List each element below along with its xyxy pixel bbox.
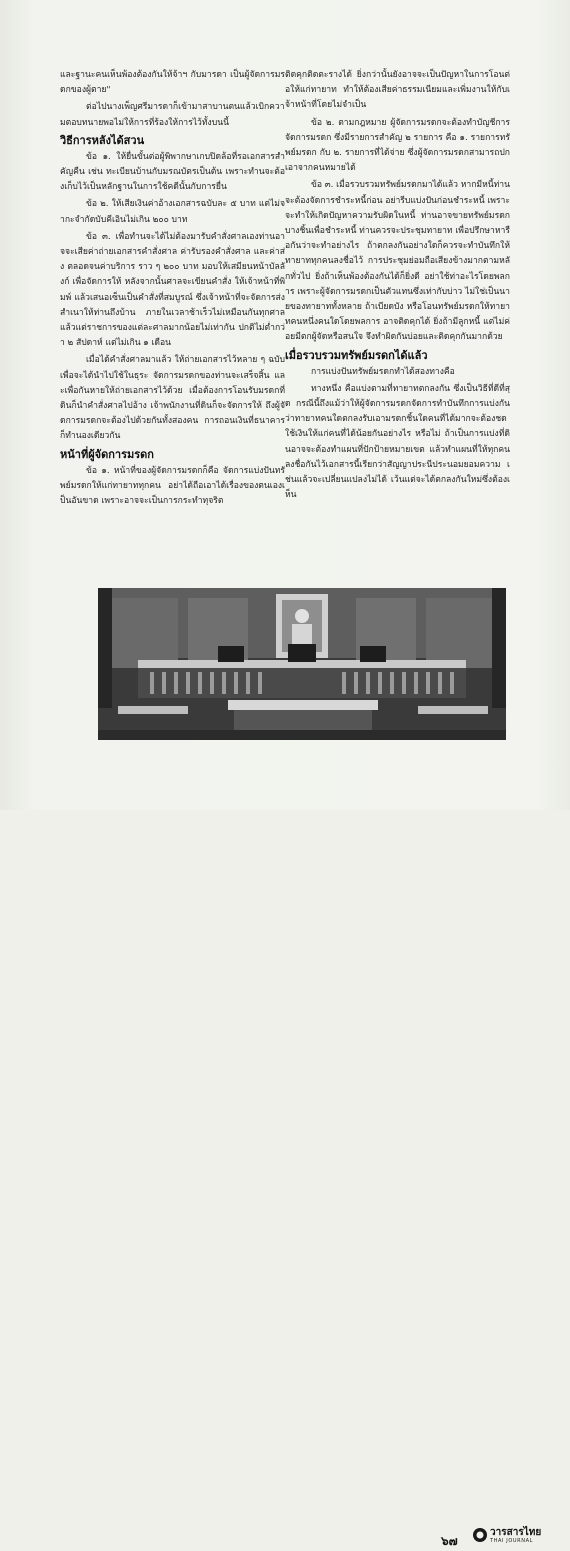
- paragraph: เมื่อได้คำสั่งศาลมาแล้ว ให้ถ่ายเอกสารไว้หลาย ๆ ฉบับ เพื่อจะได้นำไปใช้ในธุระ จัดการมรดกของท่านจะเสร็จสิ้น และเพื่อกันหายให้ถ่ายเอกสารไว้ด้วย เมื่อต้องการโอนรับมรดกที่ดินก็นำคำสั่งศาลไปอ้าง เจ้าพนักงานที่ดินก็จะจัดการให้ ถึงผู้จัดการมรดกจะต้องไปด้วยกันทั้งสองคน การถอนเงินที่ธนาคารก็ทำนองเดียวกัน: [60, 355, 285, 442]
- left-text-column: [60, 68, 285, 588]
- paragraph: ข้อ ๒. ตามกฎหมาย ผู้จัดการมรดกจะต้องทำบัญชีการจัดการมรดก ซึ่งมีรายการสำคัญ ๒ รายการ คือ ๑. รายการทรัพย์มรดก กับ ๒. รายการที่ได้จ่าย ซึ่งผู้จัดการมรดกสามารถปกเอาจากคนหมายได้: [285, 117, 510, 174]
- journal-subtitle: THAI JOURNAL: [490, 1538, 533, 1544]
- paragraph: ติดคุกติดตะรางได้ ยิ่งกว่านั้นยังอาจจะเป็นปัญหาในการโอนต่อให้แก่ทายาท ทำให้ต้องเสียค่าธรรมเนียมและเพิ่มงานให้กับเจ้าหน้าที่โดยไม่จำเป็น: [285, 70, 510, 111]
- journal-emblem-icon: [472, 1527, 488, 1543]
- journal-logo: [472, 1524, 542, 1550]
- paragraph: ข้อ ๑. หน้าที่ของผู้จัดการมรดกก็คือ จัดการแบ่งปันทรัพย์มรดกให้แก่ทายาททุกคน อย่าได้ถือเอาได้เรื่องของตนเองเป็นอันขาด เพราะอาจจะเป็นการกระทำทุจริต: [60, 465, 285, 507]
- section-heading: หน้าที่ผู้จัดการมรดก: [60, 447, 154, 461]
- paragraph: ข้อ ๑. ให้ยื่นขั้นต่อผู้พิพากษาเกบปิดล้อที่รอเอกสารสำคัญคืน เช่น ทะเบียนบ้านกับมรณบัตรเป็นต้น เพราะทำนจะต้องเก็บไว้เป็นหลักฐานในการใช้คดีนั้นกับการยื่น: [60, 151, 285, 193]
- paragraph: การแบ่งปันทรัพย์มรดกทำได้สองทางคือ: [311, 366, 455, 377]
- section-heading: เมื่อรวบรวมทรัพย์มรดกได้แล้ว: [285, 348, 428, 362]
- page-number: ๖๗: [441, 1534, 458, 1548]
- paragraph: และฐานะคนเห็นพ้องต้องกันให้จ้าฯ กับมารดา เป็นผู้จัดการมรดกของผู้ตาย": [60, 70, 285, 96]
- paragraph: ข้อ ๓. เพื่อทำนจะได้ไม่ต้องมารับคำสั่งศาลเองท่านอาจจะเสียค่าถ่ายเอกสารคำสั่งศาล ค่ารับรองคำสั่งศาล และค่าส่ง ตลอดจนค่าบริการ ราว ๆ ๒๐๐ บาท มอบให้เสมียนหน้าบัลลังก์ เพื่อจัดการให้ หลังจากนั้นศาลจะเขียนคำสั่ง ให้เจ้าหน้าที่พิมพ์ แล้วเสนอเซ็นเป็นคำสั่งที่สมบูรณ์ ซึ่งเจ้าหน้าที่จะจัดการส่งสำเนาให้ท่านถึงบ้าน ภายในเวลาช้าเร็วไม่เหมือนกันทุกศาล แล้วแต่ราชการของแต่ละศาลมากน้อยไม่เท่ากัน ปกติไม่ต่ำกว่า ๒ สัปดาห์ แต่ไม่เกิน ๑ เดือน: [60, 231, 285, 349]
- paragraph: ต่อไปนางเพ็ญศรีมารดาก็เข้ามาสาบานตนแล้วเบิกความตอบทนายพอไม่ให้การที่ร้องให้การไว้ทั้งบนนี้: [60, 102, 285, 128]
- right-text-column: [285, 68, 510, 518]
- section-heading: วิธีการหลังได้สวน: [60, 133, 145, 147]
- paragraph: ข้อ ๓. เมื่อรวบรวมทรัพย์มรดกมาได้แล้ว หากมีหนี้ท่านจะต้องจัดการชำระหนี้ก่อน อย่ารีบแบ่งปันก่อนชำระหนี้ เพราะจะทำให้เกิดปัญหาความรับผิดในหนี้ ท่านอาจขายทรัพย์มรดกบางชิ้นเพื่อชำระหนี้ ท่านควรจะประชุมทายาท เพื่อปรึกษาหารือกันว่าจะทำอย่างไร ถ้าตกลงกันอย่างใดก็ควรจะทำบันทึกให้ทายาททุกคนลงชื่อไว้ การประชุมย่อมถือเสียงข้างมากตามหลักทั่วไป ยิ่งถ้าเห็นพ้องต้องกันได้ก็ยิ่งดี อย่าใช้ท่าอะไรโดยพลการ เพราะผู้จัดการมรดกเป็นตัวแทนซึ่งเท่ากับบ่าว ไม่ใช่เป็นนายของทายาททั้งหลาย ถ้าเบียดบัง หรือโอนทรัพย์มรดกให้ทายาทคนหนึ่งคนใดโดยพลการ อาจติดคุกได้ ยิ่งถ้ามีลูกหนี้ แต่ไม่ค่อยมีตกผู้จัดหรือสนใจ จึงทำผิดกันบ่อยและติดคุกกันมากด้วย: [285, 180, 510, 343]
- courtroom-photo: [98, 588, 506, 740]
- paragraph: ข้อ ๒. ให้เสียเงินค่าอ้างเอกสารฉบับละ ๕ บาท แต่ไม่จำกะจำกัดบับคีเอินไม่เกิน ๒๐๐ บาท: [60, 199, 285, 225]
- courtroom-photo-illustration: [98, 588, 506, 740]
- paragraph: ทางหนึ่ง คือแบ่งตามที่ทายาทตกลงกัน ซึ่งเป็นวิธีที่ดีที่สุด กรณีนี้ถึงแม้ว่าให้ผู้จัดการมรดกจัดการทำบันทึกการแบ่งกันว่าทายาทคนใดตกลงรับเอามรดกชิ้นใดคนที่ได้มากจะต้องชดใช้เงินให้แก่คนที่ได้น้อยกันอย่างไร หรือไม่ ถ้าเป็นการแบ่งที่ดินอาจจะต้องทำแผนที่ปักป้ายหมายเขต แล้วทำแผนที่ให้ทุกคนลงชื่อกันไว้เอกสารนี้เรียกว่าสัญญาประนีประนอมยอมความ เช่นแล้วจะเปลี่ยนแปลงไม่ได้ เว้นแต่จะได้ตกลงกันใหม่ซึ่งต้องเห็น: [285, 383, 510, 501]
- journal-title: วารสารไทย: [490, 1527, 542, 1538]
- page-footer: [0, 760, 570, 1548]
